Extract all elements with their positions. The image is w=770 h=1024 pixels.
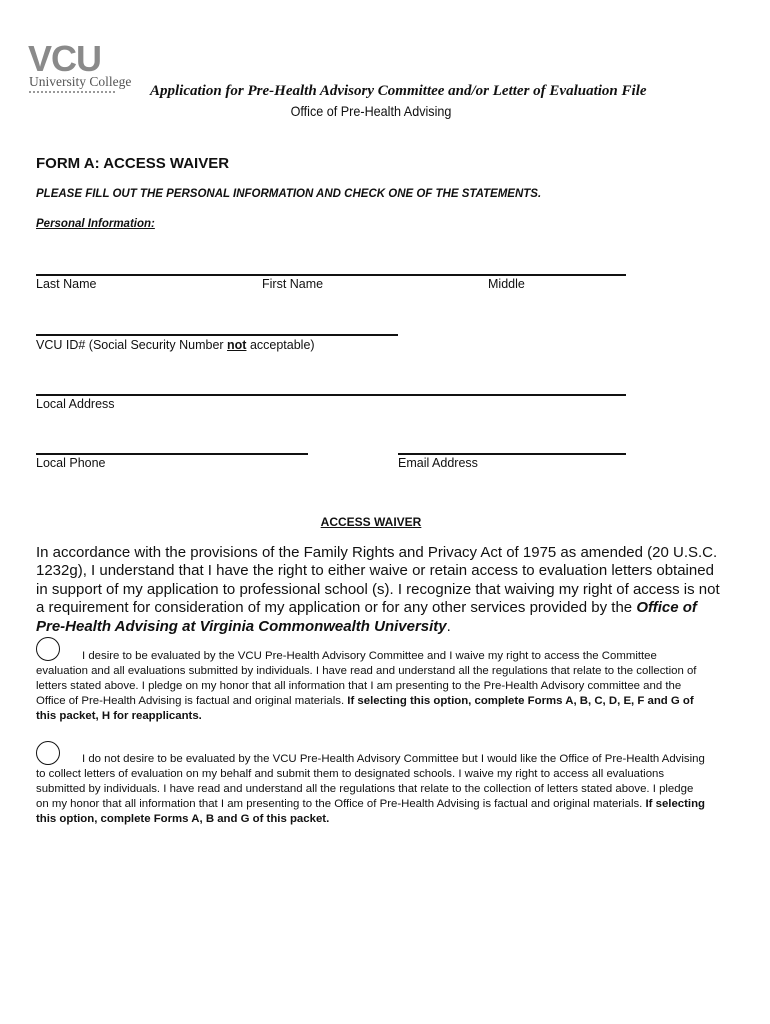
vcu-id-label: VCU ID# (Social Security Number not acceptable) xyxy=(36,338,315,352)
option-2-text: I do not desire to be evaluated by the VCU Pre-Health Advisory Committee but I would like the Office of Pre-Health Advising to collect letters of evaluation on my behalf and submit them to designated schools. I waive my right to access all evaluations submitted by individuals. I have read and understand all the regulations that relate to the collection of letters stated above. I pledge on my honor that all information that I am presenting to the Office of Pre-Health Advising is factual and original materials. If selecting this option, complete Forms A, B and G of this packet. xyxy=(36,753,706,825)
local-phone-field-line[interactable] xyxy=(36,453,308,455)
first-name-label: First Name xyxy=(262,277,324,291)
ferpa-paragraph: In accordance with the provisions of the Family Rights and Privacy Act of 1975 as amended (20 U.S.C. 1232g), I understand that I have the right to either waive or retain access to evaluation letters obtained in support of my application to professional school (s). I recognize that waiving my right of access is not a requirement for consideration of my application or for any other services provided by the Office of Pre-Health Advising at Virginia Commonwealth University. xyxy=(36,544,720,635)
personal-info-heading: Personal Information: xyxy=(36,218,155,230)
office-emphasis: Office of Pre-Health Advising at Virginia Commonwealth University xyxy=(36,599,697,635)
logo-sub: University College xyxy=(29,74,132,89)
logo-main: VCU xyxy=(28,38,102,79)
email-label: Email Address xyxy=(398,456,478,470)
vcu-logo xyxy=(28,38,132,100)
option-1-text: I desire to be evaluated by the VCU Pre-Health Advisory Committee and I waive my right to access the Committee evaluation and all evaluations submitted by individuals. I have read and understand all the regulations that relate to the collection of letters stated above. I pledge on my honor that all information that I am presenting to the Pre-Health Advisory committee and the Office of Pre-Health Advising is factual and original materials. If selecting this option, complete Forms A, B, C, D, E, F and G of this packet, H for reapplicants. xyxy=(36,650,697,722)
vcu-id-field-line[interactable] xyxy=(36,334,398,336)
vcu-id-not-emphasis: not xyxy=(227,338,247,352)
local-address-field-line[interactable] xyxy=(36,394,626,396)
option-1-instruction: If selecting this option, complete Forms A, B, C, D, E, F and G of this packet, H for reapplicants. xyxy=(36,695,694,722)
office-name: Office of Pre-Health Advising xyxy=(290,103,452,119)
access-waiver-heading: ACCESS WAIVER xyxy=(320,515,422,529)
local-address-label: Local Address xyxy=(36,397,115,411)
email-field-line[interactable] xyxy=(398,453,626,455)
option-2-instruction: If selecting this option, complete Forms A, B and G of this packet. xyxy=(36,798,706,825)
local-phone-label: Local Phone xyxy=(36,456,106,470)
middle-name-label: Middle xyxy=(488,277,525,291)
logo-tagline-decoration xyxy=(29,91,117,93)
application-title: Application for Pre-Health Advisory Committee and/or Letter of Evaluation File xyxy=(150,83,647,99)
form-instructions: PLEASE FILL OUT THE PERSONAL INFORMATION AND CHECK ONE OF THE STATEMENTS. xyxy=(36,188,542,200)
last-name-label: Last Name xyxy=(36,277,97,291)
form-title: FORM A: ACCESS WAIVER xyxy=(36,155,230,172)
name-field-line[interactable] xyxy=(36,274,626,276)
